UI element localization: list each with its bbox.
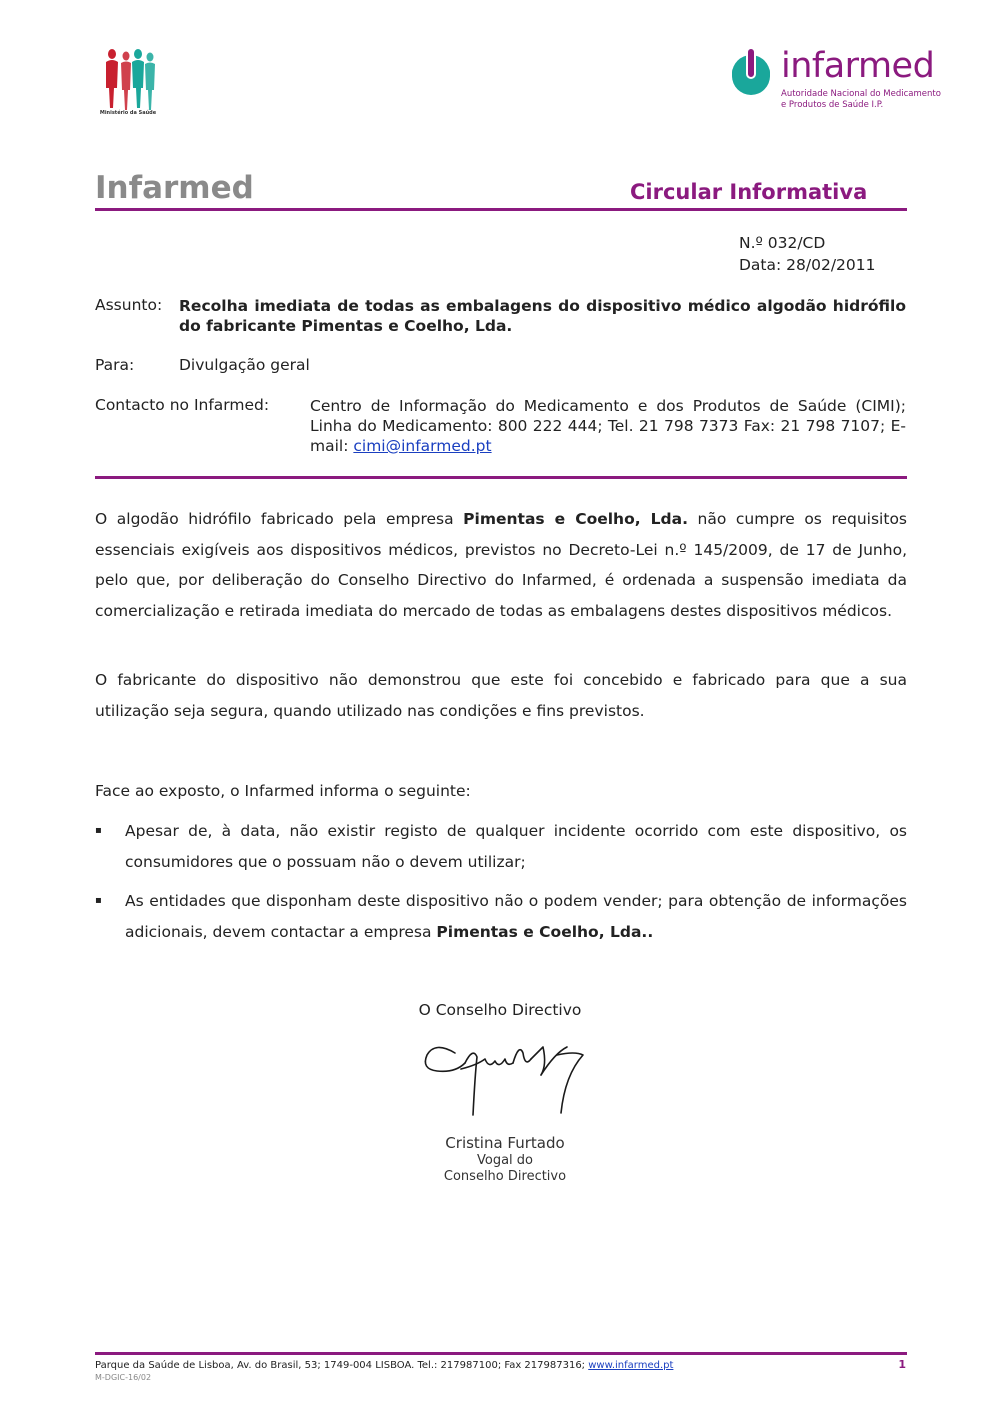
recipient-label: Para: bbox=[95, 356, 135, 374]
body-paragraph-2: O fabricante do dispositivo não demonstrou que este foi concebido e fabricado para que a sua utilização seja segura, quando utilizado nas condições e fins previstos. bbox=[95, 671, 907, 720]
footer-website-link[interactable]: www.infarmed.pt bbox=[588, 1360, 674, 1371]
bullet-icon: ▪ bbox=[95, 895, 102, 906]
title-divider bbox=[95, 208, 907, 211]
subject-label: Assunto: bbox=[95, 296, 163, 314]
page-number: 1 bbox=[898, 1358, 906, 1371]
bullet2-company-name: Pimentas e Coelho, Lda.. bbox=[436, 922, 654, 941]
circular-number: N.º 032/CD bbox=[739, 234, 826, 252]
footer-divider bbox=[95, 1352, 907, 1355]
signatory-intro: O Conselho Directivo bbox=[418, 1001, 582, 1019]
bullet-item-1: Apesar de, à data, não existir registo de qualquer incidente ocorrido com este dispositivo, os consumidores que o possuam não o devem utilizar; bbox=[125, 822, 907, 871]
signatory-role-line2: Conselho Directivo bbox=[443, 1169, 567, 1184]
signatory-role-line1: Vogal do bbox=[476, 1153, 533, 1168]
subject-text: Recolha imediata de todas as embalagens do dispositivo médico algodão hidrófilo do fabricante Pimentas e Coelho, Lda. bbox=[179, 297, 906, 335]
infarmed-wordmark: infarmed bbox=[781, 46, 935, 86]
bullet2-text: As entidades que disponham deste dispositivo não o podem vender; para obtenção de informações adicionais, devem contactar a empresa bbox=[125, 892, 907, 941]
bullet-icon: ▪ bbox=[95, 825, 102, 836]
contact-text bbox=[310, 396, 906, 456]
p1-text-a: O algodão hidrófilo fabricado pela empresa bbox=[95, 510, 464, 528]
footer-address bbox=[95, 1360, 673, 1371]
p1-company-name: Pimentas e Coelho, Lda. bbox=[463, 510, 688, 528]
ministry-label: Ministério da Saúde bbox=[99, 110, 157, 116]
document-code: M-DGIC-16/02 bbox=[95, 1373, 152, 1382]
recipient-text: Divulgação geral bbox=[179, 356, 310, 374]
contact-label: Contacto no Infarmed: bbox=[95, 396, 270, 414]
infarmed-subtitle-line2: e Produtos de Saúde I.P. bbox=[781, 100, 884, 110]
document-type: Circular Informativa bbox=[630, 180, 868, 204]
body-paragraph-3: Face ao exposto, o Infarmed informa o seguinte: bbox=[95, 782, 471, 800]
circular-date: Data: 28/02/2011 bbox=[739, 256, 876, 274]
document-title: Infarmed bbox=[95, 170, 254, 206]
contact-email-link[interactable]: cimi@infarmed.pt bbox=[353, 437, 492, 455]
body-paragraph-1 bbox=[95, 504, 907, 626]
infarmed-logo-icon bbox=[726, 46, 776, 96]
contact-details: Centro de Informação do Medicamento e dos Produtos de Saúde (CIMI); Linha do Medicamento: 800 222 444; Tel. 21 798 7373 Fax: 21 798 7107; E-mail: bbox=[310, 397, 906, 455]
header-divider bbox=[95, 476, 907, 479]
ministry-logo-icon bbox=[100, 48, 158, 118]
bullet-item-2 bbox=[125, 886, 907, 947]
footer-address-text: Parque da Saúde de Lisboa, Av. do Brasil, 53; 1749-004 LISBOA. Tel.: 217987100; Fax 217987316; bbox=[95, 1360, 589, 1371]
infarmed-subtitle-line1: Autoridade Nacional do Medicamento bbox=[781, 89, 941, 99]
signatory-name: Cristina Furtado bbox=[445, 1134, 565, 1152]
p1-text-b: não cumpre os requisitos essenciais exigíveis aos dispositivos médicos, previstos no Decreto-Lei n.º 145/2009, de 17 de Junho, pelo que, por deliberação do Conselho Directivo do Infarmed, é ordenada a suspensão imediata da comercialização e retirada imediata do mercado de todas as embalagens destes dispositivos médicos. bbox=[95, 510, 907, 620]
handwritten-signature-icon bbox=[415, 1035, 595, 1120]
